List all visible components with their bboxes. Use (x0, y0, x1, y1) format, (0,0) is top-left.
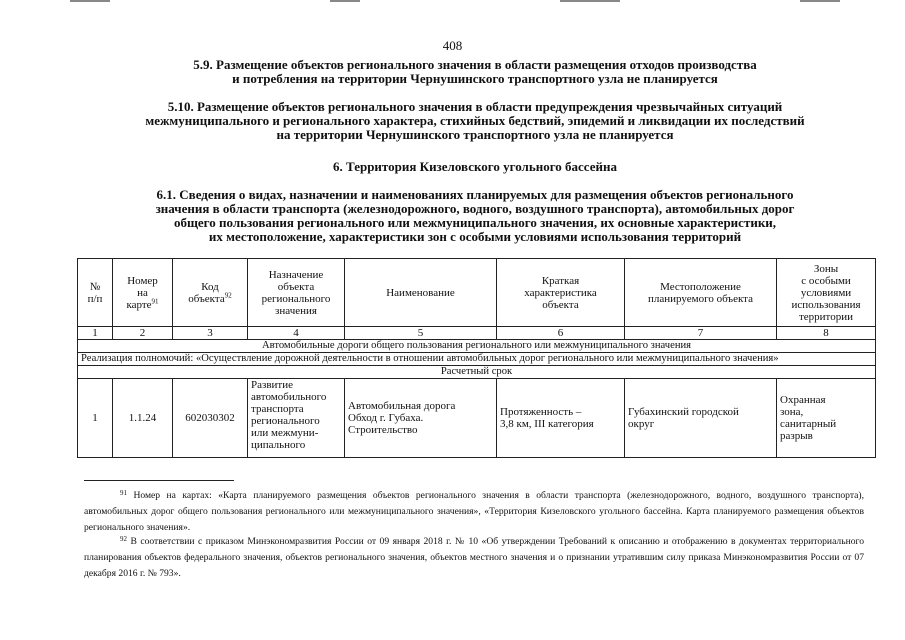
column-number: 5 (345, 327, 497, 340)
footnote-separator (84, 480, 234, 481)
heading-6-1 (60, 188, 890, 244)
header-location: Местоположение планируемого объекта (625, 259, 777, 327)
scan-artifact (560, 0, 620, 2)
cell-zones: Охранная зона, санитарный разрыв (777, 379, 876, 458)
column-number: 2 (113, 327, 173, 340)
heading-6 (60, 160, 890, 174)
objects-table (77, 258, 876, 458)
section-title: Автомобильные дороги общего пользования регионального или межмуниципального значения (78, 340, 876, 353)
column-number-row (78, 327, 876, 340)
header-characteristic: Краткая характеристика объекта (497, 259, 625, 327)
footnote-text: Номер на картах: «Карта планируемого размещения объектов регионального значения в области транспорта (железнодорожного, водного, воздушного транспорта), автомобильных дорог общего пользования регионального или межмуниципального значения», «Территория Кизеловского угольного бассейна. Карта планируемого размещения объектов регионального значения». (84, 490, 864, 533)
scan-artifact (800, 0, 840, 2)
header-map-number: Номер на карте$^{91}$ (113, 259, 173, 327)
column-number: 1 (78, 327, 113, 340)
table-header-row (78, 259, 876, 327)
heading-line: на территории Чернушинского транспортного узла не планируется (276, 127, 674, 142)
footnote-mark: 91 (120, 489, 127, 497)
column-number: 8 (777, 327, 876, 340)
heading-line: их местоположение, характеристики зон с особыми условиями использования территорий (208, 229, 742, 244)
authority-row (78, 353, 876, 366)
section-row (78, 340, 876, 353)
scan-artifact (70, 0, 110, 2)
cell-purpose: Развитие автомобильного транспорта регионального или межмуни- ципального (248, 379, 345, 458)
header-name: Наименование (345, 259, 497, 327)
table-row (78, 379, 876, 458)
period-row (78, 366, 876, 379)
scan-artifact (330, 0, 360, 2)
heading-line: и потребления на территории Чернушинского транспортного узла не планируется (232, 71, 718, 86)
heading-line: общего пользования регионального или межмуниципального значения, их основные характеристики, (173, 215, 777, 230)
column-number: 7 (625, 327, 777, 340)
cell-num: 1 (78, 379, 113, 458)
page-number: 408 (442, 38, 463, 53)
header-zones: Зоны с особыми условиями использования территории (777, 259, 876, 327)
cell-map-number: 1.1.24 (113, 379, 173, 458)
heading-line: 6.1. Сведения о видах, назначении и наименованиях планируемых для размещения объектов регионального (156, 187, 794, 202)
header-num: № п/п (78, 259, 113, 327)
footnote-92 (84, 534, 864, 582)
footnote-text: В соответствии с приказом Минэкономразвития России от 09 января 2018 г. № 10 «Об утверждении Требований к описанию и отображению в документах территориального планирования объектов федерального значения, объектов регионального значения, объектов местного значения и о признании утратившим силу приказа Минэкономразвития России от 07 декабря 2016 г. № 793». (84, 536, 864, 579)
cell-object-code: 602030302 (173, 379, 248, 458)
column-number: 4 (248, 327, 345, 340)
heading-line: 6. Территория Кизеловского угольного бассейна (333, 159, 617, 174)
column-number: 6 (497, 327, 625, 340)
header-object-code: Код объекта$^{92}$ (173, 259, 248, 327)
heading-5-9 (60, 58, 890, 86)
cell-characteristic: Протяженность – 3,8 км, III категория (497, 379, 625, 458)
period-text: Расчетный срок (78, 366, 876, 379)
heading-line: межмуниципального и регионального характера, стихийных бедствий, эпидемий и ликвидации их последствий (145, 113, 805, 128)
footnote-91 (84, 488, 864, 536)
footnote-mark: 92 (120, 535, 127, 543)
header-purpose: Назначение объекта регионального значения (248, 259, 345, 327)
heading-line: 5.9. Размещение объектов регионального значения в области размещения отходов производства (193, 57, 757, 72)
column-number: 3 (173, 327, 248, 340)
cell-name: Автомобильная дорога Обход г. Губаха. Строительство (345, 379, 497, 458)
heading-5-10 (60, 100, 890, 142)
authority-text: Реализация полномочий: «Осуществление дорожной деятельности в отношении автомобильных дорог регионального или межмуниципального значения» (78, 353, 876, 366)
cell-location: Губахинский городской округ (625, 379, 777, 458)
heading-line: 5.10. Размещение объектов регионального значения в области предупреждения чрезвычайных ситуаций (167, 99, 783, 114)
heading-line: значения в области транспорта (железнодорожного, водного, воздушного транспорта), автомобильных дорог (155, 201, 795, 216)
